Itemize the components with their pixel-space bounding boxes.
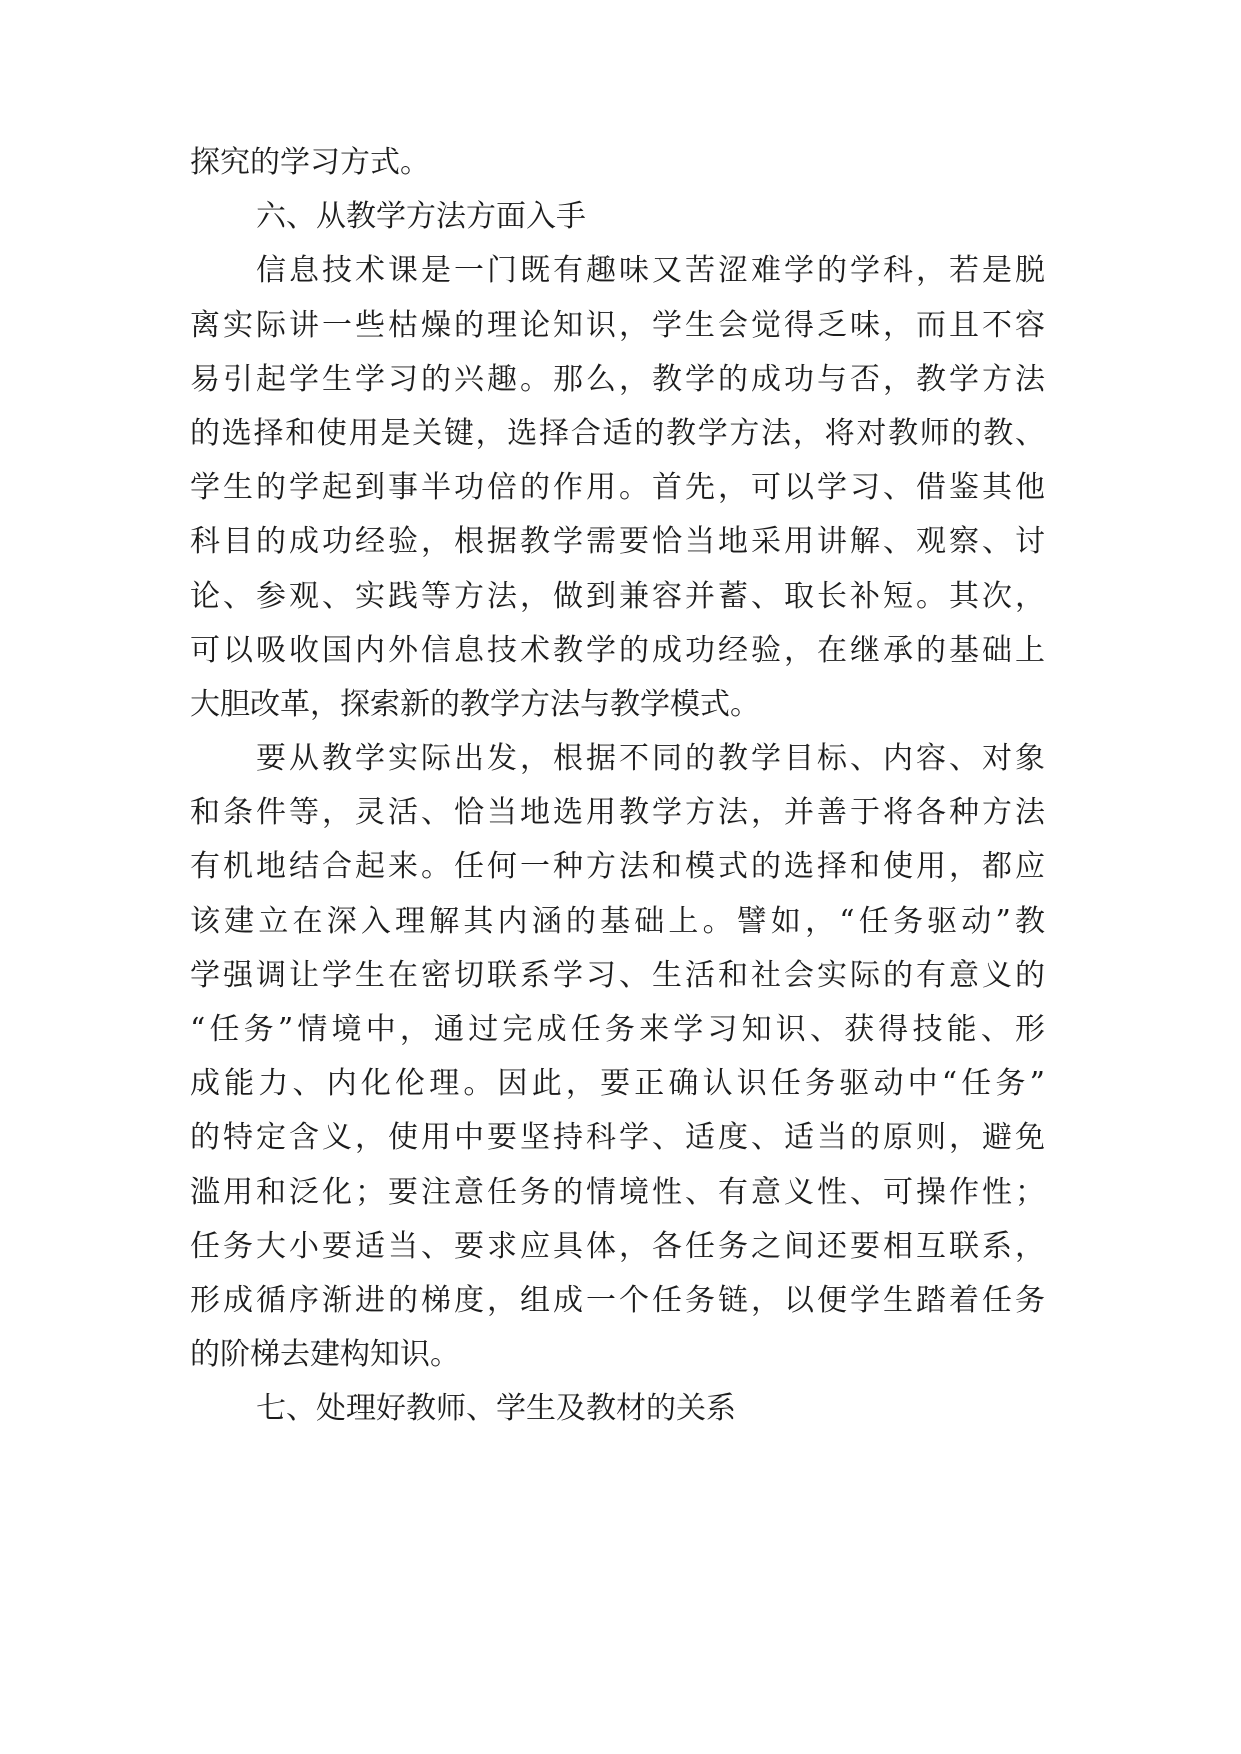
paragraph-line: 该建立在深入理解其内涵的基础上。譬如，“任务驱动”教	[190, 903, 1045, 939]
paragraph-line: 易引起学生学习的兴趣。那么，教学的成功与否，教学方法	[190, 361, 1045, 397]
paragraph-line: 成能力、内化伦理。因此，要正确认识任务驱动中“任务”	[190, 1066, 1045, 1102]
paragraph-line: 可以吸收国内外信息技术教学的成功经验，在继承的基础上	[190, 632, 1045, 668]
paragraph-line: 的特定含义，使用中要坚持科学、适度、适当的原则，避免	[190, 1120, 1045, 1156]
continued-paragraph	[190, 136, 1045, 190]
section-heading: 六、从教学方法方面入手	[256, 199, 586, 235]
paragraph-line: 离实际讲一些枯燥的理论知识，学生会觉得乏味，而且不容	[190, 307, 1045, 343]
paragraph	[190, 244, 1045, 732]
paragraph-line: 探究的学习方式。	[190, 145, 430, 180]
paragraph-line: 要从教学实际出发，根据不同的教学目标、内容、对象	[256, 741, 1045, 777]
paragraph-line: 信息技术课是一门既有趣味又苦涩难学的学科，若是脱	[256, 253, 1045, 289]
paragraph-line: 学生的学起到事半功倍的作用。首先，可以学习、借鉴其他	[190, 470, 1045, 506]
section-heading: 七、处理好教师、学生及教材的关系	[256, 1391, 736, 1427]
paragraph-line: 有机地结合起来。任何一种方法和模式的选择和使用，都应	[190, 849, 1045, 885]
section-7	[190, 1382, 1045, 1436]
paragraph-line: 学强调让学生在密切联系学习、生活和社会实际的有意义的	[190, 957, 1045, 993]
paragraph-line: 的选择和使用是关键，选择合适的教学方法，将对教师的教、	[190, 415, 1045, 451]
paragraph	[190, 732, 1045, 1382]
paragraph-line: 的阶梯去建构知识。	[190, 1337, 460, 1373]
document-body	[190, 136, 1045, 1437]
paragraph-line: 科目的成功经验，根据教学需要恰当地采用讲解、观察、讨	[190, 524, 1045, 560]
paragraph-line: 任务大小要适当、要求应具体，各任务之间还要相互联系，	[190, 1228, 1045, 1264]
paragraph-line: 滥用和泛化；要注意任务的情境性、有意义性、可操作性；	[190, 1174, 1045, 1210]
paragraph-line: 和条件等，灵活、恰当地选用教学方法，并善于将各种方法	[190, 795, 1045, 831]
paragraph-line: 论、参观、实践等方法，做到兼容并蓄、取长补短。其次，	[190, 578, 1045, 614]
paragraph-line: 形成循序渐进的梯度，组成一个任务链，以便学生踏着任务	[190, 1282, 1045, 1318]
paragraph-line: “任务”情境中，通过完成任务来学习知识、获得技能、形	[190, 1012, 1045, 1047]
section-6	[190, 190, 1045, 1382]
paragraph-line: 大胆改革，探索新的教学方法与教学模式。	[190, 686, 760, 722]
